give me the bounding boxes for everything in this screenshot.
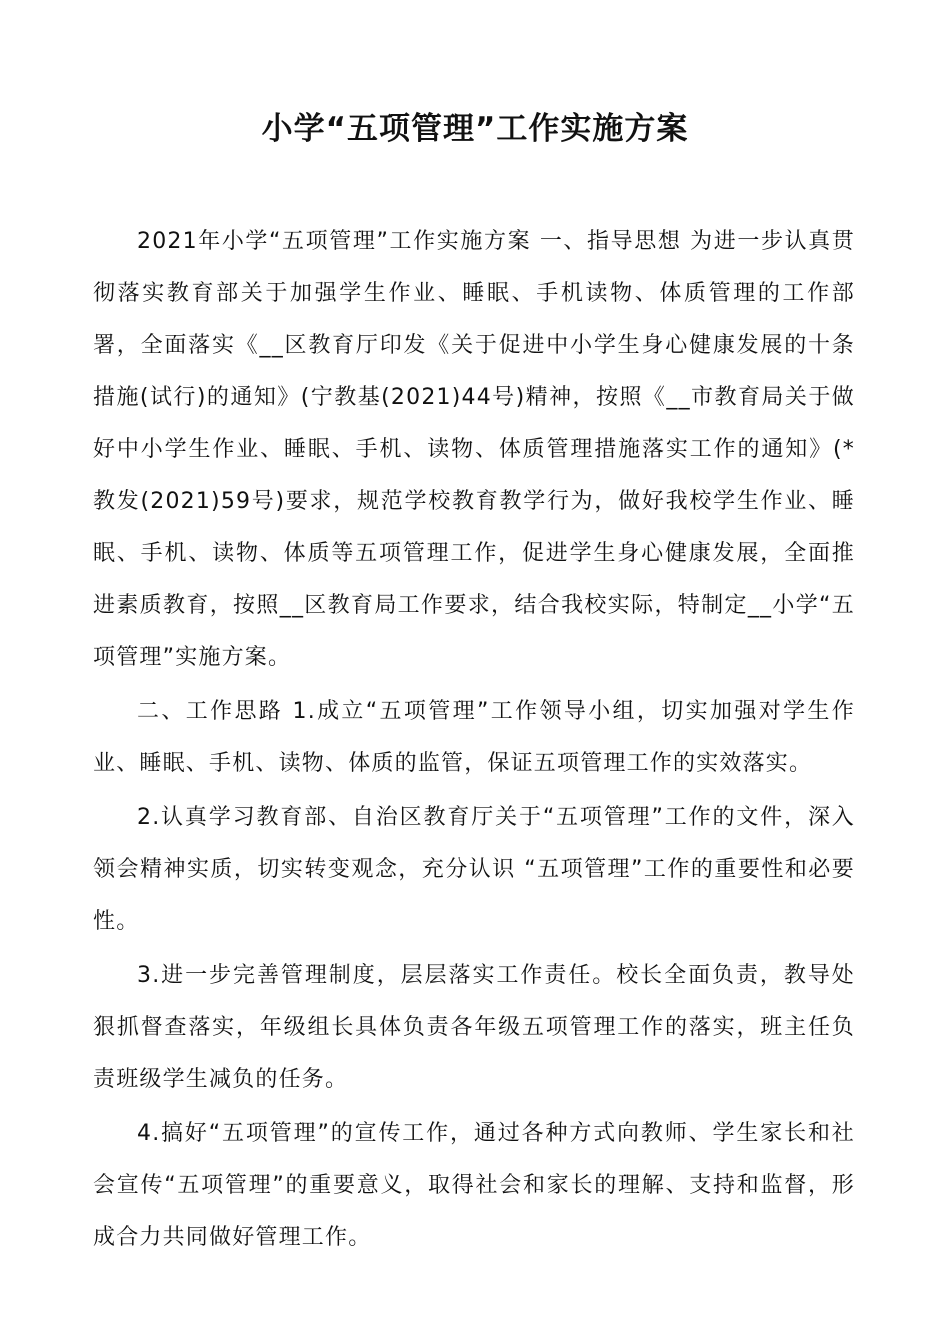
paragraph-work-approach-1: 二、工作思路 1.成立“五项管理”工作领导小组，切实加强对学生作业、睡眠、手机、读物、体质的监管，保证五项管理工作的实效落实。: [93, 699, 855, 776]
paragraph-work-approach-3: 3.进一步完善管理制度，层层落实工作责任。校长全面负责，教导处狠抓督查落实，年级组长具体负责各年级五项管理工作的落实，班主任负责班级学生减负的任务。: [93, 963, 855, 1092]
paragraph-work-approach-4: 4.搞好“五项管理”的宣传工作，通过各种方式向教师、学生家长和社会宣传“五项管理”的重要意义，取得社会和家长的理解、支持和监督，形成合力共同做好管理工作。: [93, 1121, 855, 1250]
paragraph-guiding-ideology: 2021年小学“五项管理”工作实施方案 一、指导思想 为进一步认真贯彻落实教育部关于加强学生作业、睡眠、手机读物、体质管理的工作部署，全面落实《__区教育厅印发《关于促进中小学生身心健康发展的十条措施(试行)的通知》(宁教基(2021)44号)精神，按照《__市教育局关于做好中小学生作业、睡眠、手机、读物、体质管理措施落实工作的通知》(*教发(2021)59号)要求，规范学校教育教学行为，做好我校学生作业、睡眠、手机、读物、体质等五项管理工作，促进学生身心健康发展，全面推进素质教育，按照__区教育局工作要求，结合我校实际，特制定__小学“五项管理”实施方案。: [93, 229, 855, 670]
document-body: [93, 216, 855, 1264]
paragraph-work-approach-2: 2.认真学习教育部、自治区教育厅关于“五项管理”工作的文件，深入领会精神实质，切实转变观念，充分认识 “五项管理”工作的重要性和必要性。: [93, 805, 855, 934]
document-title: 小学“五项管理”工作实施方案: [261, 111, 689, 147]
